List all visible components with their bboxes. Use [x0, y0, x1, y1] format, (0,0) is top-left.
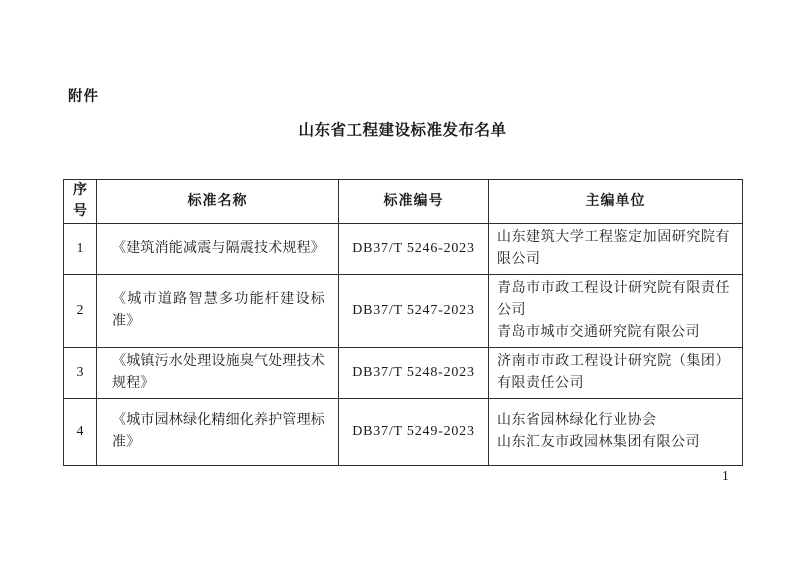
editor-unit: 山东汇友市政园林集团有限公司 — [497, 435, 700, 450]
editor-units — [489, 224, 743, 275]
header-cell-name: 标准名称 — [97, 180, 339, 224]
header-cell-unit: 主编单位 — [489, 180, 743, 224]
standard-name: 《城市道路智慧多功能杆建设标准》 — [97, 275, 339, 348]
standard-name: 《城市园林绿化精细化养护管理标准》 — [97, 399, 339, 466]
editor-unit: 济南市市政工程设计研究院（集团）有限责任公司 — [497, 354, 730, 391]
header-no-label: 序号 — [73, 183, 87, 219]
table-row — [64, 224, 743, 275]
table-header-row — [64, 180, 743, 224]
row-no: 1 — [64, 224, 97, 275]
page-title: 山东省工程建设标准发布名单 — [298, 122, 507, 139]
header-cell-code: 标准编号 — [339, 180, 489, 224]
editor-unit: 山东省园林绿化行业协会 — [497, 413, 657, 428]
standard-code: DB37/T 5248-2023 — [339, 348, 489, 399]
table-row — [64, 399, 743, 466]
attachment-label: 附件 — [68, 89, 99, 105]
table-row — [64, 275, 743, 348]
editor-unit: 青岛市城市交通研究院有限公司 — [497, 325, 700, 340]
standard-name: 《城镇污水处理设施臭气处理技术规程》 — [97, 348, 339, 399]
row-no: 2 — [64, 275, 97, 348]
editor-units — [489, 275, 743, 348]
standard-code: DB37/T 5247-2023 — [339, 275, 489, 348]
editor-unit: 山东建筑大学工程鉴定加固研究院有限公司 — [497, 230, 730, 267]
standard-code: DB37/T 5249-2023 — [339, 399, 489, 466]
editor-unit: 青岛市市政工程设计研究院有限责任公司 — [497, 281, 730, 318]
header-cell-no — [64, 180, 97, 224]
standard-code: DB37/T 5246-2023 — [339, 224, 489, 275]
page-number: 1 — [722, 468, 729, 483]
standards-table — [63, 179, 743, 466]
editor-units — [489, 348, 743, 399]
standard-name: 《建筑消能减震与隔震技术规程》 — [97, 224, 339, 275]
row-no: 3 — [64, 348, 97, 399]
table-row — [64, 348, 743, 399]
editor-units — [489, 399, 743, 466]
row-no: 4 — [64, 399, 97, 466]
